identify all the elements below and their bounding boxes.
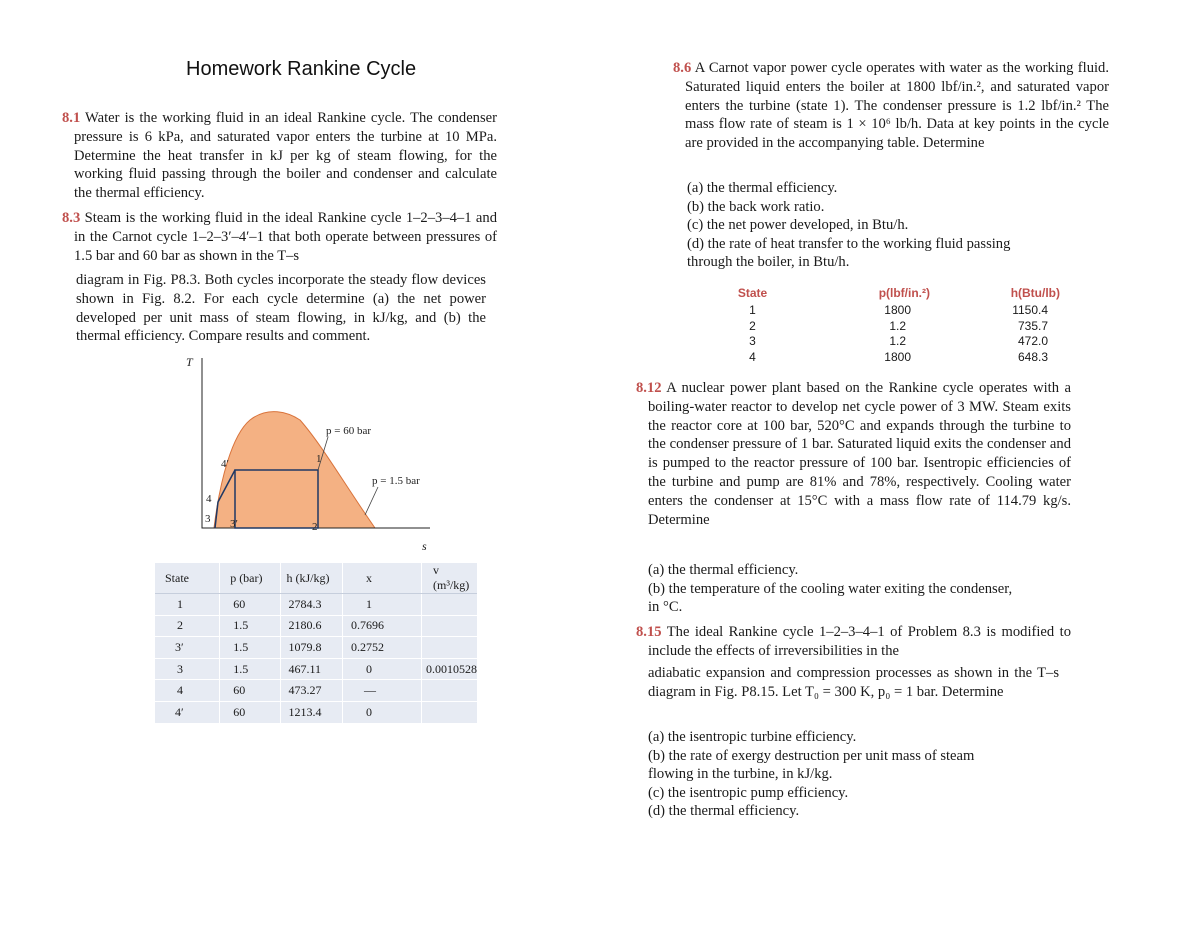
problem-number: 8.1	[62, 110, 81, 126]
problem-text: Water is the working fluid in an ideal Rankine cycle. The condenser pressure is 6 kPa, and saturated vapor enters the turbine at 10 MPa. Determine the heat transfer in kJ per kg of steam flowing, for the working fluid passing through the boiler and condenser and calculate the thermal efficiency.	[74, 110, 497, 202]
cell	[422, 701, 478, 722]
col-header: State	[737, 286, 768, 300]
problem-number: 8.6	[673, 60, 692, 76]
state-label-4: 4	[206, 493, 212, 505]
cell: 472.0	[1017, 334, 1048, 348]
p-high-label: p = 60 bar	[326, 425, 371, 437]
table-header	[155, 563, 477, 594]
cell	[422, 680, 478, 702]
col-header: h(Btu/lb)	[1010, 286, 1060, 300]
cell: 1800	[884, 349, 911, 364]
t-axis-label: T	[186, 355, 193, 369]
cell: 467.11	[280, 658, 342, 680]
part-d: (d) the thermal efficiency.	[648, 803, 800, 820]
cell: 1800	[884, 303, 911, 317]
cell: 0.0010528	[422, 658, 478, 680]
cell: 4′	[155, 701, 220, 722]
state-label-2: 2	[312, 521, 318, 533]
state-table-8-6	[725, 283, 1060, 365]
cell	[422, 637, 478, 659]
problem-8-12	[636, 379, 1071, 529]
part-b-cont: in °C.	[648, 599, 683, 616]
part-c: (c) the net power developed, in Btu/h.	[687, 217, 909, 234]
cell	[422, 615, 478, 637]
cell: 1213.4	[280, 701, 342, 722]
cell: 0.7696	[342, 615, 421, 637]
part-b-cont: flowing in the turbine, in kJ/kg.	[648, 766, 833, 783]
part-d-cont: through the boiler, in Btu/h.	[687, 254, 850, 271]
cell: 1	[155, 594, 220, 616]
part-c: (c) the isentropic pump efficiency.	[648, 784, 849, 801]
problem-number: 8.3	[62, 210, 81, 226]
problem-8-6	[673, 59, 1109, 153]
col-header: p(lbf/in.²)	[878, 286, 930, 300]
cell: 0	[342, 701, 421, 722]
col-header: State	[155, 563, 220, 594]
cell: —	[342, 680, 421, 702]
state-label-3: 3	[205, 513, 211, 525]
cell: 0	[342, 658, 421, 680]
cell	[422, 594, 478, 616]
problem-text: Steam is the working fluid in the ideal Rankine cycle 1–2–3–4–1 and in the Carnot cycle 1–2–3′–4′–1 that both operate between pressures of 1.5 bar and 60 bar as shown in the T–s	[74, 210, 497, 264]
problem-number: 8.15	[636, 624, 662, 640]
state-label-4p: 4′	[221, 458, 229, 470]
col-header: v (m³/kg)	[422, 563, 478, 594]
p-low-label: p = 1.5 bar	[372, 475, 420, 487]
problem-8-15-part1	[636, 623, 1071, 661]
table-row	[725, 319, 1060, 335]
cell: 648.3	[1017, 349, 1048, 364]
state-label-1: 1	[316, 453, 322, 465]
cell: 1.5	[220, 658, 280, 680]
cell: 3	[155, 658, 220, 680]
part-a: (a) the thermal efficiency.	[687, 180, 838, 196]
cell: 1.2	[889, 334, 906, 348]
problem-text: adiabatic expansion and compression processes as shown in the T–s diagram in Fig. P8.15. Let T₀ = 300 K, p₀ = 1 bar. Determine	[648, 665, 1059, 700]
problem-8-15-parts	[648, 728, 974, 821]
table-row	[155, 658, 477, 680]
problem-text: A nuclear power plant based on the Rankine cycle operates with a boiling-water reactor to develop net cycle power of 3 MW. Steam exits the reactor core at 100 bar, 520°C and expands through the turbine to the condenser pressure of 1 bar. Saturated liquid exits the condenser and is pumped to the reactor pressure of 100 bar. Isentropic efficiencies of the turbine and pump are 81% and 78%, respectively. Cooling water enters the condenser at 15°C with a mass flow rate of 114.79 kg/s. Determine	[648, 380, 1071, 528]
problem-8-1	[62, 109, 497, 203]
problem-8-6-parts	[687, 179, 1010, 272]
table-header	[725, 283, 1060, 303]
cell: 3′	[155, 637, 220, 659]
p-low-leader	[365, 487, 378, 515]
table-row	[155, 615, 477, 637]
table-row	[725, 350, 1060, 366]
cell: 1	[342, 594, 421, 616]
page-title: Homework Rankine Cycle	[186, 58, 417, 80]
table-row	[155, 637, 477, 659]
cell: 473.27	[280, 680, 342, 702]
col-header: p (bar)	[220, 563, 280, 594]
problem-8-15-part2	[648, 664, 1059, 702]
cell: 1150.4	[1012, 303, 1048, 317]
cell: 4	[749, 349, 756, 364]
part-b: (b) the back work ratio.	[687, 198, 825, 215]
table-row	[155, 680, 477, 702]
problem-text: The ideal Rankine cycle 1–2–3–4–1 of Problem 8.3 is modified to include the effects of irreversibilities in the	[648, 624, 1071, 659]
cell: 1079.8	[280, 637, 342, 659]
ts-diagram	[170, 350, 450, 555]
cell: 60	[220, 594, 280, 616]
problem-text: diagram in Fig. P8.3. Both cycles incorporate the steady flow devices shown in Fig. 8.2. For each cycle determine (a) the net power developed per unit mass of steam flowing, in kJ/kg, and (b) the thermal efficiency. Compare results and comment.	[76, 272, 486, 345]
part-a: (a) the isentropic turbine efficiency.	[648, 729, 857, 745]
table-row	[155, 594, 477, 616]
cell: 4	[155, 680, 220, 702]
cell: 1	[749, 303, 756, 317]
col-header: h (kJ/kg)	[280, 563, 342, 594]
state-table-8-3	[155, 563, 477, 723]
cell: 2180.6	[280, 615, 342, 637]
cell: 735.7	[1017, 318, 1048, 333]
table-row	[725, 303, 1060, 319]
table-row	[725, 334, 1060, 350]
part-b: (b) the rate of exergy destruction per unit mass of steam	[648, 747, 975, 764]
part-a: (a) the thermal efficiency.	[648, 562, 799, 578]
cell: 1.2	[889, 318, 906, 333]
col-header: x	[342, 563, 421, 594]
cell: 0.2752	[342, 637, 421, 659]
part-b: (b) the temperature of the cooling water exiting the condenser,	[648, 580, 1013, 597]
table-row	[155, 701, 477, 722]
cell: 60	[220, 701, 280, 722]
s-axis-label: s	[422, 539, 427, 553]
problem-number: 8.12	[636, 380, 662, 396]
cell: 1.5	[220, 615, 280, 637]
cell: 2	[155, 615, 220, 637]
cell: 2784.3	[280, 594, 342, 616]
problem-text: A Carnot vapor power cycle operates with water as the working fluid. Saturated liquid enters the boiler at 1800 lbf/in.², and saturated vapor enters the turbine (state 1). The condenser pressure is 1.2 lbf/in.² The mass flow rate of steam is 1 × 10⁶ lb/h. Data at key points in the cycle are provided in the accompanying table. Determine	[685, 60, 1109, 152]
state-label-3p: 3′	[230, 518, 238, 530]
part-d: (d) the rate of heat transfer to the working fluid passing	[687, 235, 1011, 252]
cell: 2	[749, 318, 756, 333]
cell: 3	[749, 334, 756, 348]
problem-8-3-part1	[62, 209, 497, 265]
cell: 60	[220, 680, 280, 702]
problem-8-3-part2	[76, 271, 486, 346]
problem-8-12-parts	[648, 561, 1012, 617]
cell: 1.5	[220, 637, 280, 659]
